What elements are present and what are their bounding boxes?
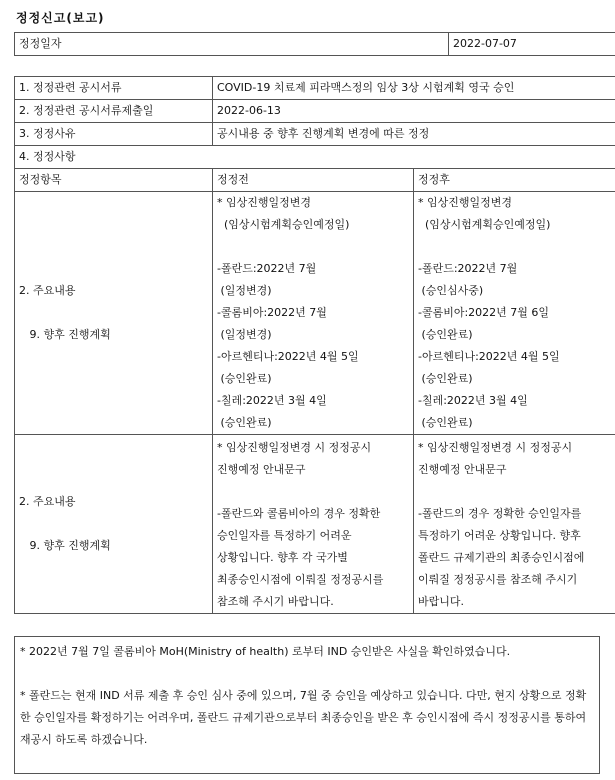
header-item: 정정항목 [15, 169, 213, 192]
correction-date-value: 2022-07-07 [449, 33, 615, 56]
doc-value: COVID-19 치료제 피라맥스정의 임상 3상 시험계획 영국 승인 [213, 77, 615, 100]
page-title: 정정신고(보고) [16, 11, 105, 25]
reason-value: 공시내용 중 향후 진행계획 변경에 따른 정정 [213, 123, 615, 146]
section2-after-body: -폴란드의 경우 정확한 승인일자를 특정하기 어려운 상황입니다. 향후 폴란드 규제기관의 최종승인시점에 이뤄질 정정공시를 참조해 주시기 바랍니다. [418, 507, 585, 608]
section2-before-head: * 임상진행일정변경 시 정정공시 진행예정 안내문구 [217, 441, 372, 476]
header-after: 정정후 [414, 169, 615, 192]
section1-item: 2. 주요내용 9. 향후 진행계획 [15, 192, 213, 435]
section1-after: * 임상진행일정변경 (임상시험계획승인예정일) -폴란드:2022년 7월 (승인심사중) -콜롬비아:2022년 7월 6일 (승인완료) -아르헨티나:2022년 4월 5일 (승인완료) -칠레:2022년 3월 4일 (승인완료) [414, 192, 615, 435]
correction-date-table [14, 32, 615, 56]
reason-label: 3. 정정사유 [15, 123, 213, 146]
section2-item: 2. 주요내용 9. 향후 진행계획 [15, 435, 213, 614]
section1-before: * 임상진행일정변경 (임상시험계획승인예정일) -폴란드:2022년 7월 (일정변경) -콜롬비아:2022년 7월 (일정변경) -아르헨티나:2022년 4월 5일 (승인완료) -칠레:2022년 3월 4일 (승인완료) [213, 192, 414, 435]
header-before: 정정전 [213, 169, 414, 192]
section2-before [213, 435, 414, 614]
section2-after-head: * 임상진행일정변경 시 정정공시 진행예정 안내문구 [418, 441, 573, 476]
correction-date-label: 정정일자 [15, 33, 449, 56]
items-label: 4. 정정사항 [15, 146, 615, 169]
section2-after [414, 435, 615, 614]
section2-before-body: -폴란드와 콜롬비아의 경우 정확한 승인일자를 특정하기 어려운 상황입니다. 향후 각 국가별 최종승인시점에 이뤄질 정정공시를 참조해 주시기 바랍니다. [217, 507, 384, 608]
notes-box [14, 636, 600, 774]
doc-label: 1. 정정관련 공시서류 [15, 77, 213, 100]
note-colombia: * 2022년 7월 7일 콜롬비아 MoH(Ministry of health) 로부터 IND 승인받은 사실을 확인하였습니다. [20, 645, 511, 658]
correction-details-table [14, 76, 615, 614]
submit-date-value: 2022-06-13 [213, 100, 615, 123]
submit-date-label: 2. 정정관련 공시서류제출일 [15, 100, 213, 123]
note-poland: * 폴란드는 현재 IND 서류 제출 후 승인 심사 중에 있으며, 7월 중 승인을 예상하고 있습니다. 다만, 현지 상황으로 정확한 승인일자를 확정하기는 어려우며, 폴란드 규제기관으로부터 최종승인을 받은 후 승인시점에 즉시 정정공시를 통하여 재공시 하도록 하겠습니다. [20, 689, 587, 746]
